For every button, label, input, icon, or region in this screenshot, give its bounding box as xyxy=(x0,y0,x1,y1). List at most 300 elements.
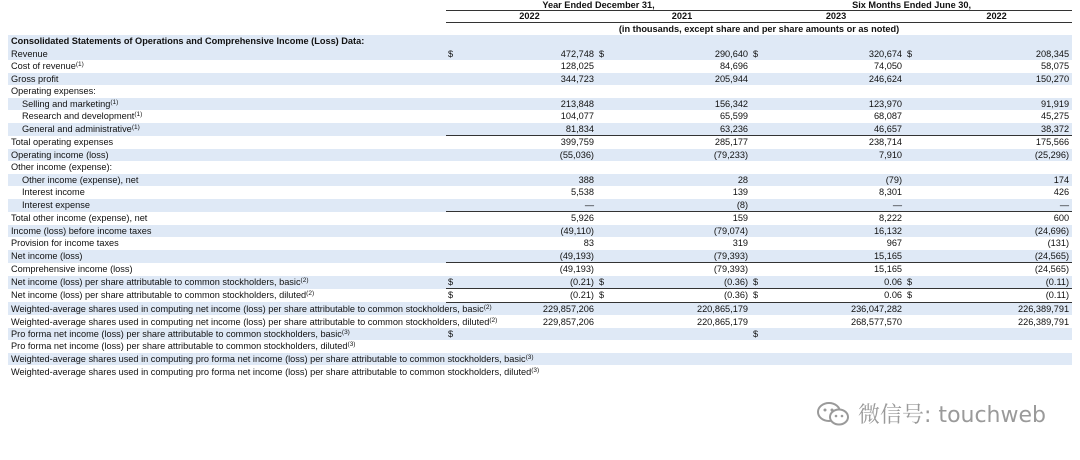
row-value: 246,624 xyxy=(767,73,905,86)
currency-symbol xyxy=(446,149,462,162)
table-row xyxy=(8,123,1072,136)
table-row xyxy=(8,315,1072,328)
row-value: — xyxy=(462,199,597,212)
currency-symbol xyxy=(751,186,767,199)
row-value xyxy=(921,365,1072,378)
row-label xyxy=(8,199,446,212)
currency-symbol xyxy=(597,98,613,111)
currency-symbol: $ xyxy=(446,48,462,61)
row-label-text: Cost of revenue xyxy=(11,61,76,72)
row-value: (0.21) xyxy=(462,289,597,303)
row-label-text: Interest income xyxy=(22,187,85,198)
section-title-row xyxy=(8,35,1072,48)
row-value xyxy=(462,328,597,341)
currency-symbol xyxy=(446,250,462,263)
currency-symbol: $ xyxy=(905,48,921,61)
currency-symbol xyxy=(597,161,613,174)
currency-symbol xyxy=(597,250,613,263)
currency-symbol xyxy=(751,136,767,149)
currency-symbol xyxy=(597,174,613,187)
row-label-text: Operating expenses: xyxy=(11,86,96,97)
row-value: 38,372 xyxy=(921,123,1072,136)
currency-symbol xyxy=(597,110,613,123)
watermark-text: 微信号: touchweb xyxy=(858,403,1046,428)
currency-symbol xyxy=(751,85,767,98)
row-label-text: Total other income (expense), net xyxy=(11,213,148,223)
row-value: 268,577,570 xyxy=(850,316,903,327)
currency-symbol xyxy=(905,149,921,162)
table-row xyxy=(8,250,1072,263)
row-label-text: Net income (loss) per share attributable to common stockholders, diluted xyxy=(11,290,307,301)
row-value: 226,389,791 xyxy=(921,302,1072,315)
row-value: 226,389,791 xyxy=(1017,316,1070,327)
row-value: 128,025 xyxy=(560,61,594,72)
row-value: (131) xyxy=(1047,238,1070,249)
row-label-text: Operating income (loss) xyxy=(11,149,109,160)
currency-symbol xyxy=(446,186,462,199)
row-value: 150,270 xyxy=(921,73,1072,86)
row-label-text: Comprehensive income (loss) xyxy=(11,264,133,274)
watermark xyxy=(816,398,1046,429)
row-label-text: Weighted-average shares used in computing pro forma net income (loss) per share attributable to common stockholders, diluted xyxy=(11,366,532,377)
currency-symbol: $ xyxy=(446,289,462,303)
row-label xyxy=(8,315,498,328)
row-value: 84,696 xyxy=(719,61,749,72)
currency-symbol xyxy=(905,98,921,111)
table-row xyxy=(8,48,1072,61)
row-label xyxy=(8,250,446,263)
row-value: 967 xyxy=(886,238,903,249)
row-value: 472,748 xyxy=(462,48,597,61)
currency-symbol xyxy=(446,199,462,212)
currency-symbol xyxy=(597,237,613,250)
row-value: 0.06 xyxy=(767,289,905,303)
table-row xyxy=(8,212,1072,225)
currency-symbol xyxy=(905,123,921,136)
table-row xyxy=(8,340,1072,353)
currency-symbol xyxy=(446,161,462,174)
row-value: (79,393) xyxy=(613,250,751,263)
currency-symbol xyxy=(905,225,921,238)
currency-symbol xyxy=(905,250,921,263)
table-row xyxy=(8,60,1072,73)
currency-symbol xyxy=(446,123,462,136)
currency-symbol xyxy=(751,250,767,263)
currency-symbol: $ xyxy=(446,328,462,341)
row-label xyxy=(8,110,446,123)
header-year: 2022 xyxy=(462,11,597,23)
row-label xyxy=(8,212,446,225)
table-row xyxy=(8,225,1072,238)
row-value: (24,696) xyxy=(921,225,1072,238)
currency-symbol xyxy=(905,365,921,378)
table-row xyxy=(8,302,1072,315)
row-value: (79,233) xyxy=(613,149,751,162)
currency-symbol xyxy=(446,136,462,149)
row-label xyxy=(8,98,446,111)
row-value xyxy=(613,328,751,341)
row-value: 46,657 xyxy=(767,123,905,136)
empty-cell xyxy=(446,35,462,48)
row-value xyxy=(462,85,597,98)
table-row xyxy=(8,276,1072,289)
empty-cell xyxy=(905,35,921,48)
currency-symbol xyxy=(905,161,921,174)
row-value xyxy=(462,161,597,174)
currency-symbol xyxy=(446,237,462,250)
row-value: 285,177 xyxy=(714,137,749,148)
row-value: 139 xyxy=(732,187,749,198)
row-value: 220,865,179 xyxy=(696,316,749,327)
currency-symbol xyxy=(751,73,767,86)
row-label xyxy=(8,225,446,238)
header-blank xyxy=(8,23,446,36)
row-value: 16,132 xyxy=(767,225,905,238)
row-value: 5,926 xyxy=(571,213,594,224)
row-value: 220,865,179 xyxy=(613,302,751,315)
currency-symbol xyxy=(905,353,921,366)
row-label-text: Weighted-average shares used in computing pro forma net income (loss) per share attributable to common stockholders, basic xyxy=(11,354,526,364)
row-value xyxy=(767,365,905,378)
table-row xyxy=(8,199,1072,212)
row-value: 229,857,206 xyxy=(462,302,597,315)
table-row xyxy=(8,73,1072,86)
row-value: 7,910 xyxy=(767,149,905,162)
row-value xyxy=(767,340,905,353)
row-value: 205,944 xyxy=(613,73,751,86)
table-row xyxy=(8,174,1072,187)
row-label-text: Weighted-average shares used in computing net income (loss) per share attributable to common stockholders, basic xyxy=(11,304,484,314)
currency-symbol xyxy=(905,73,921,86)
row-value: 58,075 xyxy=(1040,61,1070,72)
currency-symbol xyxy=(597,225,613,238)
empty-cell xyxy=(767,35,905,48)
row-value: 15,165 xyxy=(873,264,903,275)
header-six-months-group: Six Months Ended June 30, xyxy=(751,0,1072,11)
row-value: 104,077 xyxy=(560,111,594,122)
header-group-row xyxy=(8,0,1072,11)
row-value: 123,970 xyxy=(767,98,905,111)
row-label-text: Income (loss) before income taxes xyxy=(11,225,152,236)
currency-symbol xyxy=(446,212,462,225)
currency-symbol: $ xyxy=(751,276,767,289)
table-row xyxy=(8,353,1072,366)
row-value: 68,087 xyxy=(873,111,903,122)
currency-symbol xyxy=(751,225,767,238)
row-label-text: Revenue xyxy=(11,48,48,59)
row-label-text: Pro forma net income (loss) per share attributable to common stockholders, diluted xyxy=(11,341,348,352)
currency-symbol xyxy=(597,263,613,276)
row-value: (49,193) xyxy=(462,250,597,263)
row-value: 15,165 xyxy=(767,250,905,263)
row-label-text: Total operating expenses xyxy=(11,137,114,147)
currency-symbol xyxy=(446,98,462,111)
currency-symbol xyxy=(597,60,613,73)
row-label-text: Pro forma net income (loss) per share attributable to common stockholders, basic xyxy=(11,328,342,339)
row-value: (0.36) xyxy=(613,276,751,289)
row-value: 175,566 xyxy=(1035,137,1070,148)
row-value: 81,834 xyxy=(462,123,597,136)
currency-symbol xyxy=(597,186,613,199)
row-label-text: Gross profit xyxy=(11,73,59,84)
currency-symbol xyxy=(751,263,767,276)
row-label xyxy=(8,186,446,199)
currency-symbol xyxy=(905,340,921,353)
currency-symbol xyxy=(905,186,921,199)
table-row xyxy=(8,149,1072,162)
row-value xyxy=(921,85,1072,98)
row-label xyxy=(8,353,534,366)
currency-symbol xyxy=(446,60,462,73)
row-value: 156,342 xyxy=(613,98,751,111)
currency-symbol xyxy=(751,123,767,136)
row-label-text: Weighted-average shares used in computing net income (loss) per share attributable to common stockholders, diluted xyxy=(11,316,490,327)
currency-symbol xyxy=(751,365,767,378)
row-value xyxy=(613,85,751,98)
currency-symbol xyxy=(597,365,613,378)
row-label-text: Net income (loss) per share attributable to common stockholders, basic xyxy=(11,277,301,287)
row-value: 8,222 xyxy=(879,213,903,224)
header-year-gap xyxy=(751,11,767,23)
row-label xyxy=(8,149,446,162)
row-value: (79) xyxy=(767,174,905,187)
row-label-text: Provision for income taxes xyxy=(11,238,119,249)
currency-symbol xyxy=(905,136,921,149)
row-value: 320,674 xyxy=(767,48,905,61)
row-label-text: Interest expense xyxy=(22,200,90,210)
row-value: 5,538 xyxy=(571,187,594,198)
row-label xyxy=(8,328,446,341)
currency-symbol xyxy=(751,110,767,123)
row-label xyxy=(8,365,540,378)
footnote-marker: (3) xyxy=(341,328,350,336)
currency-symbol xyxy=(751,237,767,250)
row-value: 91,919 xyxy=(921,98,1072,111)
header-year-gap xyxy=(446,11,462,23)
row-label xyxy=(8,161,446,174)
row-value: 208,345 xyxy=(921,48,1072,61)
row-label xyxy=(8,302,492,315)
row-value: (0.11) xyxy=(921,289,1072,303)
header-year-row xyxy=(8,11,1072,23)
row-value: (79,074) xyxy=(613,225,751,238)
table-row xyxy=(8,365,1072,378)
row-value: 319 xyxy=(732,238,749,249)
currency-symbol xyxy=(751,199,767,212)
currency-symbol xyxy=(751,60,767,73)
row-value: 229,857,206 xyxy=(542,316,594,327)
row-value: 65,599 xyxy=(719,111,749,122)
currency-symbol xyxy=(905,328,921,341)
financial-statement-table xyxy=(8,0,1072,378)
currency-symbol xyxy=(751,174,767,187)
currency-symbol xyxy=(905,212,921,225)
row-value: 63,236 xyxy=(613,123,751,136)
table-row xyxy=(8,237,1072,250)
currency-symbol: $ xyxy=(751,328,767,341)
row-value xyxy=(613,353,751,366)
currency-symbol xyxy=(751,212,767,225)
empty-cell xyxy=(921,35,1072,48)
table-row xyxy=(8,186,1072,199)
currency-symbol xyxy=(446,85,462,98)
currency-symbol xyxy=(597,136,613,149)
row-value: 399,759 xyxy=(560,137,594,148)
currency-symbol: $ xyxy=(751,48,767,61)
row-value xyxy=(613,161,751,174)
currency-symbol xyxy=(597,123,613,136)
header-year: 2023 xyxy=(767,11,905,23)
row-value xyxy=(613,340,751,353)
row-value: 290,640 xyxy=(613,48,751,61)
row-value: — xyxy=(767,199,905,212)
header-year-gap xyxy=(905,11,921,23)
currency-symbol xyxy=(597,199,613,212)
currency-symbol: $ xyxy=(597,48,613,61)
footnote-marker: (2) xyxy=(300,277,309,284)
currency-symbol xyxy=(751,315,767,328)
row-value: 0.06 xyxy=(767,276,905,289)
row-value: 236,047,282 xyxy=(767,302,905,315)
table-row xyxy=(8,98,1072,111)
row-value: (79,393) xyxy=(713,264,749,275)
row-label-text: Other income (expense), net xyxy=(22,174,139,185)
wechat-icon xyxy=(816,401,850,427)
row-value: (24,565) xyxy=(1034,264,1070,275)
currency-symbol: $ xyxy=(751,289,767,303)
currency-symbol: $ xyxy=(446,276,462,289)
row-label-text: Selling and marketing xyxy=(22,98,111,109)
currency-symbol xyxy=(597,353,613,366)
row-label xyxy=(8,174,446,187)
header-blank xyxy=(8,11,446,23)
currency-symbol xyxy=(905,315,921,328)
row-value: 159 xyxy=(732,213,749,224)
row-value: 426 xyxy=(1053,187,1070,198)
currency-symbol xyxy=(905,199,921,212)
currency-symbol xyxy=(597,149,613,162)
currency-symbol: $ xyxy=(905,276,921,289)
header-year: 2021 xyxy=(613,11,751,23)
row-value: 344,723 xyxy=(462,73,597,86)
footnote-marker: (3) xyxy=(347,341,356,349)
currency-symbol xyxy=(446,73,462,86)
footnote-marker: (3) xyxy=(525,354,534,361)
row-label xyxy=(8,340,446,353)
row-value: (0.36) xyxy=(613,289,751,303)
row-label xyxy=(8,85,446,98)
row-label xyxy=(8,73,446,86)
row-label-text: Research and development xyxy=(22,111,135,122)
row-value: 174 xyxy=(921,174,1072,187)
currency-symbol xyxy=(597,328,613,341)
row-value xyxy=(767,328,905,341)
currency-symbol xyxy=(446,263,462,276)
row-value: 388 xyxy=(462,174,597,187)
header-note-row xyxy=(8,23,1072,36)
footnote-marker: (1) xyxy=(134,111,143,119)
table-row xyxy=(8,161,1072,174)
currency-symbol xyxy=(751,98,767,111)
row-value: (24,565) xyxy=(921,250,1072,263)
header-year-gap xyxy=(597,11,613,23)
currency-symbol xyxy=(751,161,767,174)
row-value xyxy=(767,161,905,174)
row-value xyxy=(921,353,1072,366)
footnote-marker: (3) xyxy=(531,366,540,374)
currency-symbol xyxy=(905,174,921,187)
currency-symbol xyxy=(597,73,613,86)
row-label xyxy=(8,263,446,276)
empty-cell xyxy=(613,35,751,48)
header-blank xyxy=(8,0,446,11)
empty-cell xyxy=(597,35,613,48)
row-value: (0.21) xyxy=(462,276,597,289)
currency-symbol xyxy=(905,60,921,73)
row-label xyxy=(8,136,446,149)
row-label-text: Net income (loss) xyxy=(11,251,83,261)
currency-symbol: $ xyxy=(597,289,613,303)
footnote-marker: (1) xyxy=(110,98,119,106)
table-row xyxy=(8,110,1072,123)
row-value: 28 xyxy=(613,174,751,187)
row-value xyxy=(462,340,597,353)
row-value: (0.11) xyxy=(921,276,1072,289)
currency-symbol xyxy=(751,340,767,353)
currency-symbol xyxy=(905,237,921,250)
row-value xyxy=(921,161,1072,174)
currency-symbol xyxy=(446,110,462,123)
row-value xyxy=(921,328,1072,341)
currency-symbol xyxy=(905,263,921,276)
currency-symbol xyxy=(597,315,613,328)
row-value: 238,714 xyxy=(868,137,903,148)
row-value: 213,848 xyxy=(462,98,597,111)
header-year-group: Year Ended December 31, xyxy=(446,0,751,11)
currency-symbol xyxy=(751,149,767,162)
row-value xyxy=(767,85,905,98)
row-label xyxy=(8,48,446,61)
section-title: Consolidated Statements of Operations and Comprehensive Income (Loss) Data: xyxy=(8,35,446,48)
row-value xyxy=(921,340,1072,353)
footnote-marker: (1) xyxy=(75,61,84,69)
currency-symbol xyxy=(446,340,462,353)
currency-symbol: $ xyxy=(597,276,613,289)
currency-symbol xyxy=(751,353,767,366)
table-row xyxy=(8,263,1072,276)
row-label xyxy=(8,237,446,250)
currency-symbol xyxy=(597,302,613,315)
row-label-text: General and administrative xyxy=(22,124,132,134)
row-label xyxy=(8,289,446,303)
currency-symbol xyxy=(905,110,921,123)
empty-cell xyxy=(751,35,767,48)
currency-symbol xyxy=(446,225,462,238)
currency-symbol: $ xyxy=(905,289,921,303)
currency-symbol xyxy=(905,85,921,98)
footnote-marker: (2) xyxy=(483,304,492,311)
table-row xyxy=(8,328,1072,341)
row-value: 8,301 xyxy=(879,187,903,198)
row-label xyxy=(8,123,446,136)
currency-symbol xyxy=(597,340,613,353)
table-row xyxy=(8,136,1072,149)
header-note: (in thousands, except share and per share amounts or as noted) xyxy=(618,24,900,34)
table-row xyxy=(8,85,1072,98)
row-value: — xyxy=(921,199,1072,212)
footnote-marker: (2) xyxy=(489,316,498,324)
currency-symbol xyxy=(597,212,613,225)
